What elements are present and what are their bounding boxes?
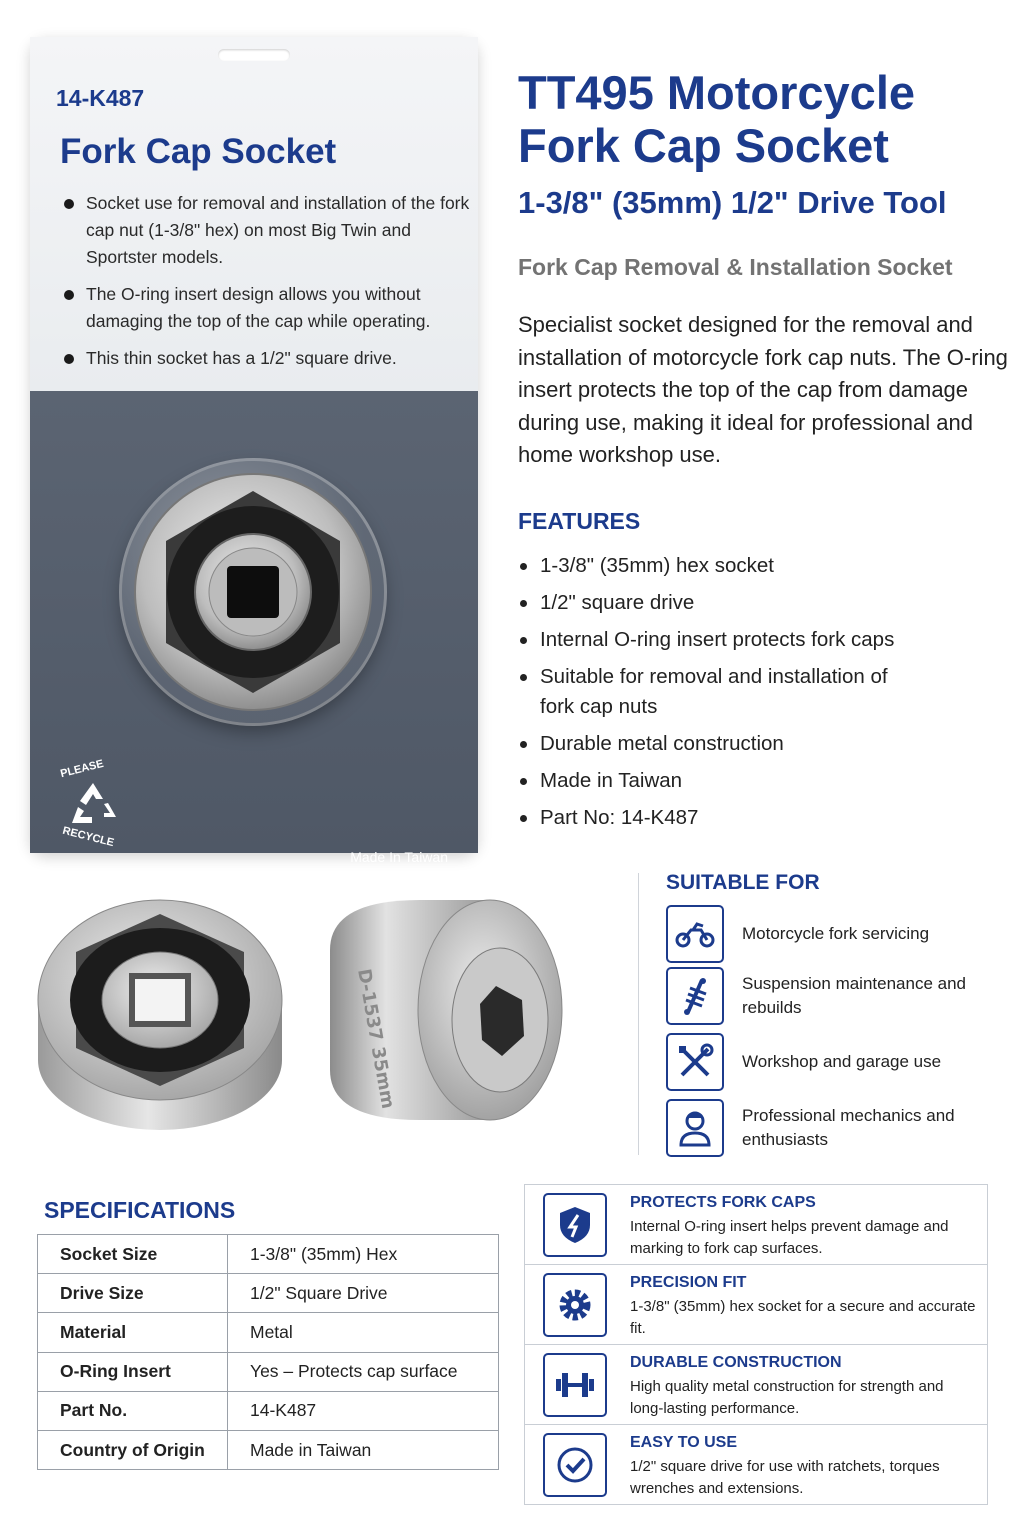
suitable-label: Workshop and garage use	[742, 1052, 942, 1071]
card-part-code: 14-K487	[56, 85, 145, 111]
table-row	[38, 1352, 499, 1391]
suitable-item	[666, 967, 1006, 1025]
dumbbell-icon	[543, 1353, 607, 1417]
motorcycle-icon	[666, 905, 724, 963]
wrench-screwdriver-icon	[666, 1033, 724, 1091]
product-description: Specialist socket designed for the removal and installation of motorcycle fork cap nuts. The O-ring insert protects the top of the cap from damage during use, making it ideal for professional and home workshop use.	[518, 312, 1008, 467]
card-display-area	[30, 391, 478, 865]
check-circle-icon	[543, 1433, 607, 1497]
spec-value: Made in Taiwan	[250, 1439, 372, 1460]
benefit-title: EASY TO USE	[630, 1434, 737, 1451]
gear-icon	[543, 1273, 607, 1337]
blister-bubble	[122, 461, 384, 723]
table-row	[38, 1235, 499, 1274]
shock-absorber-icon	[666, 967, 724, 1025]
specifications-heading: SPECIFICATIONS	[44, 1197, 236, 1223]
spec-value: Yes – Protects cap surface	[228, 1352, 499, 1391]
spec-key: Part No.	[38, 1391, 228, 1430]
benefit-item	[525, 1185, 987, 1265]
socket-top-view-image	[122, 461, 384, 723]
card-bullet: Socket use for removal and installation of the fork cap nut (1-3/8" hex) on most Big Twin and Sportster models.	[60, 190, 470, 271]
suitable-item	[666, 1033, 1006, 1091]
feature-item: 1/2" square drive	[518, 588, 998, 618]
suitable-item	[666, 1099, 1006, 1157]
table-row	[38, 1274, 499, 1313]
recycle-label-top: PLEASE	[59, 757, 105, 781]
table-row	[38, 1430, 499, 1469]
product-photos	[30, 890, 600, 1140]
benefit-item	[525, 1425, 987, 1505]
socket-front-photo	[30, 890, 290, 1140]
features-list	[518, 551, 998, 840]
mechanic-icon	[666, 1099, 724, 1157]
spec-key: Socket Size	[38, 1235, 228, 1274]
benefit-title: DURABLE CONSTRUCTION	[630, 1354, 842, 1371]
card-origin-label: Made In Taiwan	[350, 849, 448, 865]
table-row	[38, 1391, 499, 1430]
socket-engraving: D-1537 35mm	[353, 967, 399, 1111]
feature-item: Suitable for removal and installation of fork cap nuts	[518, 662, 898, 722]
package-card	[30, 37, 478, 865]
spec-key: Material	[38, 1313, 228, 1352]
spec-value: 1-3/8" (35mm) Hex	[228, 1235, 499, 1274]
suitable-label: Suspension maintenance and rebuilds	[742, 974, 966, 1017]
feature-item: 1-3/8" (35mm) hex socket	[518, 551, 998, 581]
card-label-area	[30, 37, 478, 391]
suitable-divider	[638, 873, 639, 1155]
table-row	[38, 1313, 499, 1352]
benefit-title: PROTECTS FORK CAPS	[630, 1194, 816, 1211]
suitable-label: Professional mechanics and enthusiasts	[742, 1106, 955, 1149]
hang-hole	[218, 49, 290, 61]
benefit-text: 1/2" square drive for use with ratchets, torques wrenches and extensions.	[630, 1458, 940, 1497]
feature-item: Durable metal construction	[518, 729, 998, 759]
product-tagline: Fork Cap Removal & Installation Socket	[518, 254, 953, 280]
spec-key: O-Ring Insert	[38, 1352, 228, 1391]
benefit-text: 1-3/8" (35mm) hex socket for a secure and accurate fit.	[630, 1298, 976, 1337]
product-subtitle: 1-3/8" (35mm) 1/2" Drive Tool	[518, 185, 947, 220]
features-heading: FEATURES	[518, 508, 641, 534]
benefit-text: High quality metal construction for strength and long-lasting performance.	[630, 1378, 944, 1417]
card-bullet: This thin socket has a 1/2" square drive.	[60, 345, 470, 372]
suitable-label: Motorcycle fork servicing	[742, 924, 930, 943]
benefits-panel	[524, 1184, 988, 1505]
feature-item: Made in Taiwan	[518, 766, 998, 796]
card-title: Fork Cap Socket	[60, 132, 337, 171]
benefit-text: Internal O-ring insert helps prevent damage and marking to fork cap surfaces.	[630, 1218, 949, 1257]
card-bullets	[60, 190, 470, 382]
spec-value: 14-K487	[228, 1391, 499, 1430]
card-bullet: The O-ring insert design allows you without damaging the top of the cap while operating.	[60, 281, 470, 335]
benefit-item	[525, 1345, 987, 1425]
recycle-label-bottom: RECYCLE	[61, 824, 116, 850]
product-title: TT495 Motorcycle Fork Cap Socket	[518, 66, 916, 172]
socket-side-photo	[310, 890, 570, 1140]
feature-item: Part No: 14-K487	[518, 803, 998, 833]
suitable-heading: SUITABLE FOR	[666, 871, 820, 894]
benefit-item	[525, 1265, 987, 1345]
spec-value: 1/2" Square Drive	[228, 1274, 499, 1313]
shield-icon	[543, 1193, 607, 1257]
specifications-table	[37, 1234, 499, 1470]
benefit-title: PRECISION FIT	[630, 1274, 747, 1291]
spec-value: Metal	[228, 1313, 499, 1352]
feature-item: Internal O-ring insert protects fork caps	[518, 625, 998, 655]
spec-key: Drive Size	[38, 1274, 228, 1313]
suitable-item	[666, 905, 1006, 963]
spec-key: Country of Origin	[38, 1430, 228, 1469]
